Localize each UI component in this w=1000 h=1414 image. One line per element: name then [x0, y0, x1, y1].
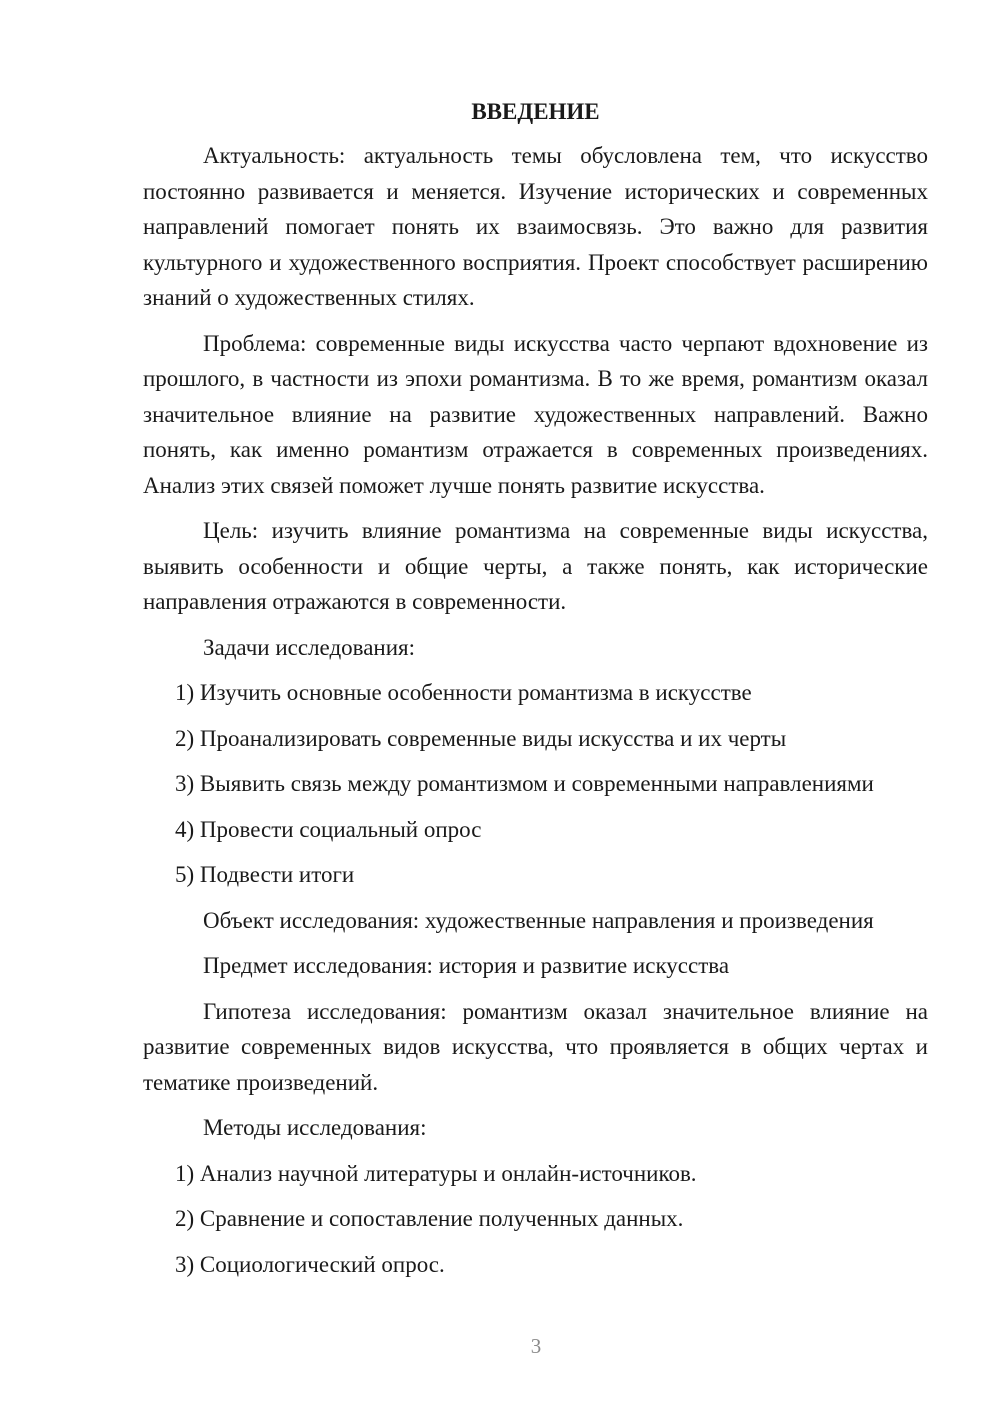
tasks-list: [143, 675, 928, 893]
page-content: [143, 94, 928, 1292]
page-title: ВВЕДЕНИЕ: [471, 99, 600, 124]
list-item: 3) Социологический опрос.: [175, 1251, 445, 1277]
list-item: 2) Сравнение и сопоставление полученных данных.: [175, 1206, 684, 1231]
list-item: 1) Изучить основные особенности романтизма в искусстве: [175, 680, 752, 705]
page-number: 3: [530, 1334, 542, 1358]
list-item: 3) Выявить связь между романтизмом и современными направлениями: [175, 771, 874, 796]
hypothesis-paragraph: Гипотеза исследования: романтизм оказал значительное влияние на развитие современных видов искусства, что проявляется в общих чертах и тематике произведений.: [143, 998, 928, 1095]
problem-paragraph: Проблема: современные виды искусства часто черпают вдохновение из прошлого, в частности из эпохи романтизма. В то же время, романтизм оказал значительное влияние на развитие художественных направлений. Важно понять, как именно романтизм отражается в современных произведениях. Анализ этих связей поможет лучше понять развитие искусства.: [143, 330, 928, 498]
subject-line: Предмет исследования: история и развитие искусства: [203, 953, 730, 978]
list-item: 1) Анализ научной литературы и онлайн-источников.: [175, 1160, 697, 1186]
methods-list: [143, 1156, 928, 1283]
list-item: 5) Подвести итоги: [175, 862, 355, 887]
relevance-paragraph: Актуальность: актуальность темы обусловлена тем, что искусство постоянно развивается и меняется. Изучение исторических и современных направлений помогает понять их взаимосвязь. Это важно для развития культурного и художественного восприятия. Проект способствует расширению знаний о художественных стилях.: [143, 143, 928, 310]
list-item: 2) Проанализировать современные виды искусства и их черты: [175, 725, 787, 751]
tasks-heading: Задачи исследования:: [203, 634, 416, 660]
methods-heading: Методы исследования:: [203, 1115, 427, 1140]
object-line: Объект исследования: художественные направления и произведения: [203, 907, 874, 933]
goal-paragraph: Цель: изучить влияние романтизма на современные виды искусства, выявить особенности и общие черты, а также понять, как исторические направления отражаются в современности.: [143, 518, 928, 614]
list-item: 4) Провести социальный опрос: [175, 816, 482, 842]
